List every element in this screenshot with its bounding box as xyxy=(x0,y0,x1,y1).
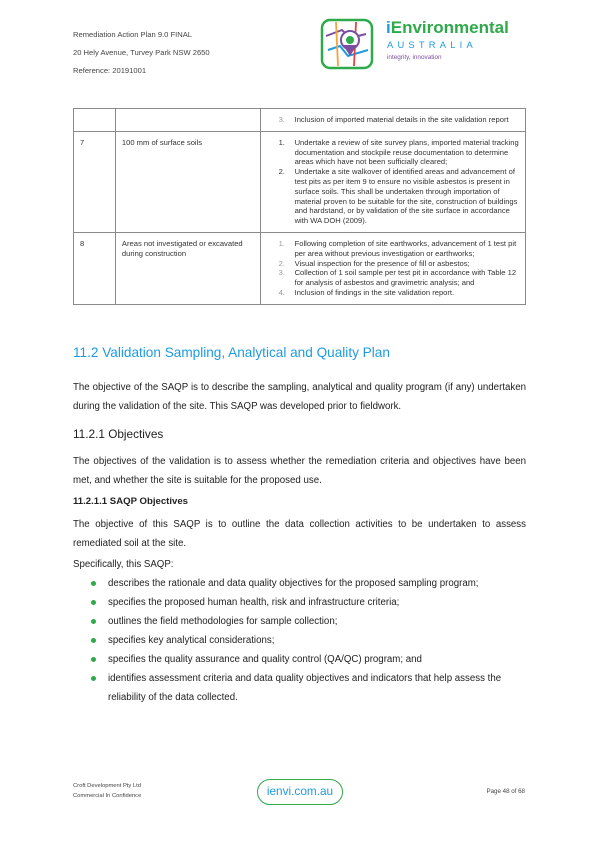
list-item: identifies assessment criteria and data quality objectives and indicators that help assess the reliability of the data collected. xyxy=(73,669,526,707)
reference-number: Reference: 20191001 xyxy=(73,66,147,75)
row-area xyxy=(115,109,260,132)
subsection-heading: 11.2.1 Objectives xyxy=(73,427,164,441)
list-item: specifies the proposed human health, risk and infrastructure criteria; xyxy=(73,593,526,612)
website-link[interactable] xyxy=(257,779,343,805)
remediation-table xyxy=(73,108,526,305)
step-item: 1. Following completion of site earthworks, advancement of 1 test pit per area without previous investigation or earthworks; xyxy=(278,238,517,258)
row-number: 8 xyxy=(74,232,116,304)
specifically-line: Specifically, this SAQP: xyxy=(73,559,174,570)
table-row xyxy=(74,232,526,304)
row-steps xyxy=(260,131,525,232)
step-item: 1. Undertake a review of site survey plans, imported material tracking documentation and stockpile reuse documentation to determine areas which have not been sufficially cleared; xyxy=(278,137,519,167)
website-label: ienvi.com.au xyxy=(266,784,334,798)
row-number: 7 xyxy=(74,131,116,232)
list-item: describes the rationale and data quality objectives for the proposed sampling program; xyxy=(73,574,526,593)
step-item: 2. Undertake a site walkover of identified areas and advancement of test pits as per item 9 to ensure no visible asbestos is present in surface soils. This shall be undertaken through importation of material proven to be suitable for the site, construction of buildings and hardstand, or by validation of the site surface in accordance with WA DOH (2009). xyxy=(278,167,518,226)
list-item: specifies the quality assurance and quality control (QA/QC) program; and xyxy=(73,650,526,669)
footer-company xyxy=(73,782,141,801)
bullet-icon xyxy=(91,619,96,624)
map-pin-logo-icon xyxy=(320,16,380,72)
row-steps xyxy=(260,109,525,132)
header-text xyxy=(73,26,210,80)
page-number: Page 48 of 68 xyxy=(486,788,525,795)
step-item: 3. Collection of 1 soil sample per test pit in accordance with Table 12 for analysis of asbestos and gravimetric analysis; and xyxy=(278,268,517,288)
table-row xyxy=(74,131,526,232)
section-heading: 11.2 Validation Sampling, Analytical and Quality Plan xyxy=(73,345,390,360)
subsubsection-heading: 11.2.1.1 SAQP Objectives xyxy=(73,496,189,507)
bullet-icon xyxy=(91,581,96,586)
subsection-text: The objectives of the validation is to assess whether the remediation criteria and objectives have been met, and whether the site is suitable for the proposed use. xyxy=(73,456,526,486)
logo-tagline: integrity, innovation xyxy=(387,54,442,61)
logo-wordmark: iEnvironmental xyxy=(386,18,509,37)
company-logo xyxy=(320,16,510,72)
subsubsection-text: The objective of this SAQP is to outline the data collection activities to be undertaken to assess remediated soil at the site. xyxy=(73,519,526,549)
site-address: 20 Hely Avenue, Turvey Park NSW 2650 xyxy=(73,48,210,57)
step-item: 3. Inclusion of imported material details in the site validation report xyxy=(278,115,509,124)
document-title: Remediation Action Plan 9.0 FINAL xyxy=(73,30,193,39)
step-item: 4. Inclusion of findings in the site validation report. xyxy=(278,287,455,297)
logo-country: AUSTRALIA xyxy=(387,39,477,50)
section-intro: The objective of the SAQP is to describe the sampling, analytical and quality program (if any) undertaken during the validation of the site. This SAQP was developed prior to fieldwork. xyxy=(73,382,526,412)
row-area: Areas not investigated or excavated during construction xyxy=(115,232,260,304)
row-area: 100 mm of surface soils xyxy=(115,131,260,232)
bullet-icon xyxy=(91,676,96,681)
row-steps xyxy=(260,232,525,304)
confidentiality-note: Commercial In Confidence xyxy=(73,792,142,799)
step-item: 2. Visual inspection for the presence of fill or asbestos; xyxy=(278,258,470,268)
list-item: specifies key analytical considerations; xyxy=(73,631,526,650)
row-number xyxy=(74,109,116,132)
objectives-list xyxy=(73,574,526,707)
bullet-icon xyxy=(91,638,96,643)
table-row xyxy=(74,109,526,132)
bullet-icon xyxy=(91,600,96,605)
bullet-icon xyxy=(91,657,96,662)
list-item: outlines the field methodologies for sample collection; xyxy=(73,612,526,631)
company-name: Croft Development Pty Ltd xyxy=(73,783,141,789)
